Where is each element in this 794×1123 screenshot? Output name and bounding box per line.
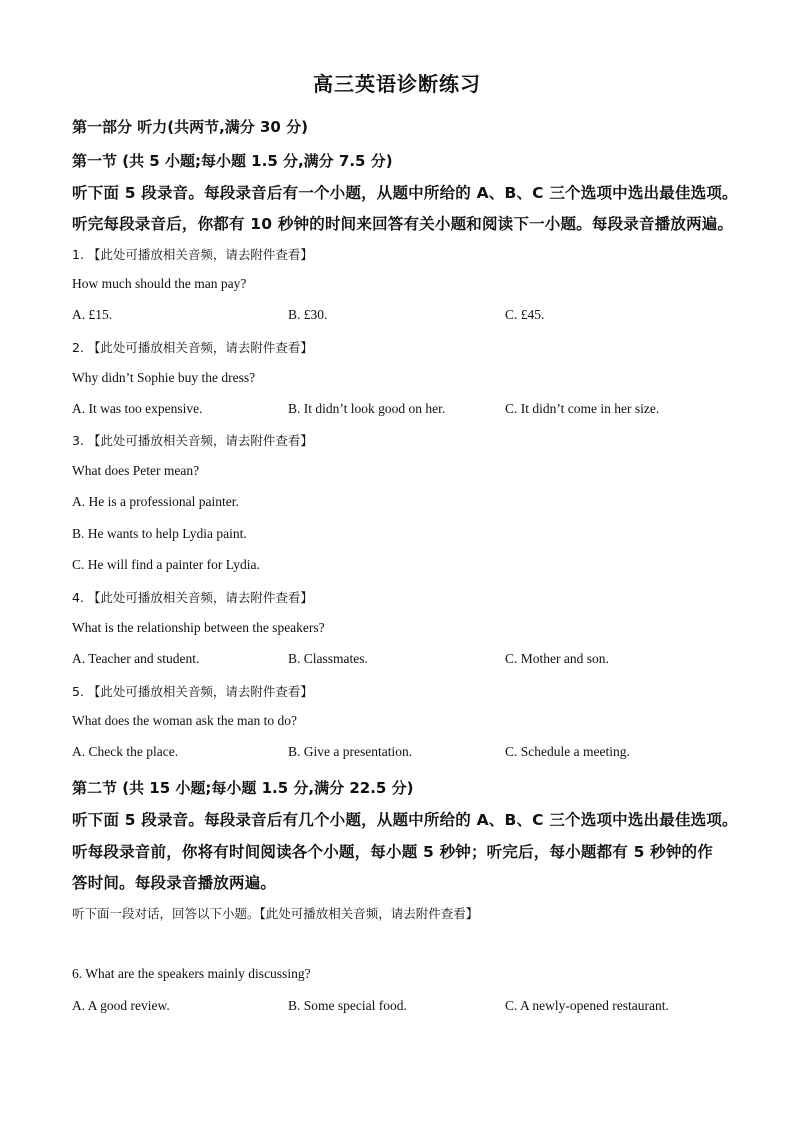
option-a: A. Check the place. [72,744,179,759]
audio-tag[interactable]: 3. 【此处可播放相关音频，请去附件查看】 [72,433,313,448]
option-a: A. A good review. [72,998,170,1013]
section1-instruction-1: 听下面 5 段录音。每段录音后有一个小题，从题中所给的 A、B、C 三个选项中选出最佳选项。 [72,184,738,202]
audio-tag[interactable]: 2. 【此处可播放相关音频，请去附件查看】 [72,340,313,355]
question-text: Why didn’t Sophie buy the dress? [72,370,256,385]
dialogue-intro-audio-tag[interactable]: 听下面一段对话，回答以下小题。【此处可播放相关音频，请去附件查看】 [72,906,479,921]
option-b: B. Give a presentation. [288,744,413,759]
option-b: B. Classmates. [288,651,368,666]
section2-instruction-1: 听下面 5 段录音。每段录音后有几个小题，从题中所给的 A、B、C 三个选项中选出最佳选项。 [72,811,738,829]
question-text: What does Peter mean? [72,463,200,478]
part1-heading: 第一部分 听力(共两节,满分 30 分) [72,118,308,136]
question-text: How much should the man pay? [72,276,247,291]
option-c: C. £45. [505,307,545,322]
audio-tag[interactable]: 5. 【此处可播放相关音频，请去附件查看】 [72,684,313,699]
section1-heading: 第一节 (共 5 小题;每小题 1.5 分,满分 7.5 分) [72,152,393,170]
option-b: B. Some special food. [288,998,407,1013]
option-a: A. £15. [72,307,113,322]
option-b: B. £30. [288,307,328,322]
option-c: C. A newly-opened restaurant. [505,998,669,1013]
question-text: 6. What are the speakers mainly discussing? [72,966,311,981]
audio-tag[interactable]: 1. 【此处可播放相关音频，请去附件查看】 [72,247,313,262]
section1-instruction-2: 听完每段录音后，你都有 10 秒钟的时间来回答有关小题和阅读下一小题。每段录音播放两遍。 [72,215,734,233]
section2-instruction-2: 听每段录音前，你将有时间阅读各个小题，每小题 5 秒钟；听完后，每小题都有 5 秒钟的作 [72,843,713,861]
option-b: B. It didn’t look good on her. [288,401,446,416]
option-c: C. Schedule a meeting. [505,744,630,759]
question-text: What is the relationship between the speakers? [72,620,325,635]
audio-tag[interactable]: 4. 【此处可播放相关音频，请去附件查看】 [72,590,313,605]
question-text: What does the woman ask the man to do? [72,713,297,728]
option-a: A. Teacher and student. [72,651,200,666]
option-c: C. He will find a painter for Lydia. [72,557,260,572]
option-b: B. He wants to help Lydia paint. [72,526,247,541]
option-c: C. It didn’t come in her size. [505,401,660,416]
option-a: A. It was too expensive. [72,401,203,416]
option-a: A. He is a professional painter. [72,494,239,509]
section2-heading: 第二节 (共 15 小题;每小题 1.5 分,满分 22.5 分) [72,779,414,797]
section2-instruction-3: 答时间。每段录音播放两遍。 [72,874,277,892]
option-c: C. Mother and son. [505,651,609,666]
page-title: 高三英语诊断练习 [313,72,481,96]
